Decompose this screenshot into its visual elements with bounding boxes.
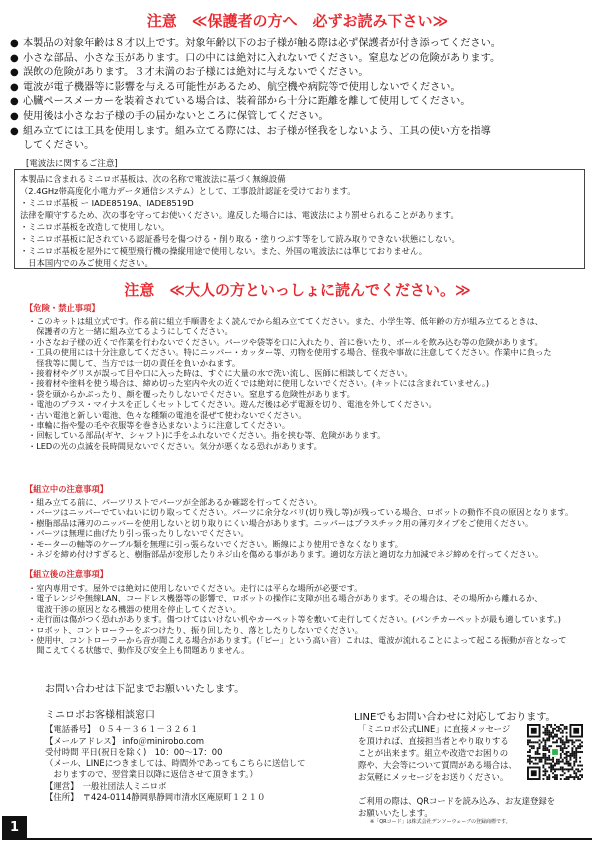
guardian-note	[10, 110, 590, 125]
line-description-line: お気軽にメッセージをお送りください。	[358, 772, 509, 782]
qr-trademark-note: ※「QRコード」は株式会社デンソーウェーブの登録商標です。	[370, 819, 511, 825]
guardian-note	[10, 81, 590, 96]
footer-bar	[2, 838, 592, 840]
closing-text: お問い合わせは下記までお願いいたします。	[45, 684, 245, 695]
usage-item: ・使用中、コントローラーから音が聞こえる場合があります。(「ピー」という高い音）これは、電波が流れることによって起こる振動が音となって	[28, 634, 567, 645]
guardian-note	[10, 125, 590, 140]
contact-line: 【メールアドレス】 info＠minirobo.com	[45, 735, 205, 746]
contact-line: おりますので、翌営業日以降に返信させて頂きます。）	[45, 769, 258, 780]
line-description-line: 「ミニロボ公式LINE」に直接メッセージ	[358, 724, 511, 734]
bullet-icon: ●	[10, 38, 19, 49]
contact-block	[45, 710, 335, 803]
radio-notice-line: ・ミニロボ基板 ー IADE8519A、IADE8519D	[20, 198, 194, 208]
usage-item: ・電子レンジや無線LAN、コードレス機器等の影響で、ロボットの操作に支障が出る場合があります。その場合は、その場所から離れるか、	[28, 593, 543, 604]
bullet-icon: ●	[10, 81, 19, 93]
danger-heading: 【危険・禁止事項】	[25, 303, 100, 313]
guardian-note-text: 誤飲の危険があります。３才未満のお子様には絶対に与えないでください。	[23, 67, 369, 79]
usage-heading: 【組立後の注意事項】	[25, 569, 108, 579]
line-heading: LINEでもお問い合わせに対応しております。	[354, 712, 556, 723]
contact-lines	[45, 724, 335, 803]
danger-item: 保護者の方と一緒に組み立てるようにしてください。	[28, 326, 233, 337]
assembly-item: ・パーツはニッパーでていねいに切り取ってください。パーツに余分なバリ(切り残し等)が残っている場合、ロボットの動作不良の原因となります。	[28, 507, 574, 518]
line-description-line	[358, 783, 528, 795]
contact-line: 【運営】 一般社団法人ミニロボ	[45, 780, 167, 791]
usage-item-list	[28, 583, 588, 656]
danger-item: ・接着材や塗料を使う場合は、締め切った室内や火の近くでは絶対に使用しないでください。(キットには含まれていません。)	[28, 378, 490, 389]
danger-item: ・電池のプラス・マイナスを正しくセットしてください。遊んだ後は必ず電源を切り、電池を外してください。	[28, 399, 437, 410]
danger-item: ・車輪に指や髪の毛や衣服等を巻き込まないように注意してください。	[28, 419, 291, 430]
usage-item: 聞こえてくる状態で、動作及び安全上も問題ありません。	[28, 645, 250, 656]
danger-item: ・LEDの光の点滅を長時間見ないでください。気分が悪くなる恐れがあります。	[28, 440, 322, 451]
usage-item: ・ロボット、コントローラーをぶつけたり、振り回したり、落としたりしないでください。	[28, 624, 363, 635]
danger-item: ・古い電池と新しい電池、色々な種類の電池を混ぜて使わないでください。	[28, 409, 307, 420]
page-number: 1	[2, 816, 27, 840]
usage-item: ・走行面は傷がつく恐れがあります。傷つけてはいけない机やカーペット等を敷いて走行してください。(パンチカーペットが最も適しています。)	[28, 614, 562, 625]
line-description-line: を頂ければ、直接担当者とやり取りする	[358, 736, 509, 746]
radio-notice-line: （2.4GHz帯高度化小電力データ通信システム）として、工事設計認証を受けております。	[20, 186, 356, 196]
contact-line: 【電話番号】 ０５４－３６１－３２６１	[45, 724, 199, 735]
radio-notice-line: ・ミニロボ基板に記されている認証番号を傷つける・削り取る・塗りつぶす等をして読み取りできない状態にしない。	[20, 234, 460, 244]
danger-item-list	[28, 316, 588, 451]
danger-item: ・袋を頭からかぶったり、顔を覆ったりしないでください。窒息する危険性があります。	[28, 388, 355, 399]
contact-line: 受付時間 平日(祝日を除く) 10：00～17：00	[45, 746, 223, 757]
guardian-note	[10, 95, 590, 110]
radio-notice-line: ・ミニロボ基板を屋外にて模型飛行機の操縦用途で使用しない。また、外国の電波法には準じておりません。	[20, 246, 428, 256]
bullet-icon: ●	[10, 96, 19, 108]
guardian-warning-title: 注意 ≪保護者の方へ 必ずお読み下さい≫	[146, 12, 449, 30]
assembly-item: ・ネジを締め付けすぎると、樹脂部品が変形したりネジ山を傷める事があります。適切な方法と適切な力加減でネジ締めを行ってください。	[28, 548, 544, 559]
bullet-icon: ●	[10, 125, 19, 137]
guardian-note-text: してください。	[23, 140, 95, 152]
guardian-note	[10, 37, 590, 52]
assembly-item-list	[28, 497, 588, 559]
contact-line: 【住所】 〒424-0114静岡県静岡市清水区庵原町１２１０	[45, 792, 266, 803]
danger-item: ・接着材やグリスが誤って目や口に入った時は、すぐに大量の水で洗い流し、医師に相談してください。	[28, 367, 413, 378]
guardian-note-text: 心臓ペースメーカーを装着されている場合は、装着部から十分に距離を離して使用してください。	[23, 96, 471, 108]
guardian-note-text: 本製品の対象年齢は８才以上です。対象年齢以下のお子様が触る際は必ず保護者が付き添ってください。	[23, 38, 501, 49]
radio-notice-line: 日本国内でのみご使用ください。	[20, 258, 153, 268]
assembly-item: ・組み立てる前に、パーツリストでパーツが全部あるか確認を行ってください。	[28, 497, 322, 507]
danger-item: ・このキットは組立式です。作る前に組立手順書をよく読んでから組み立ててください。また、小学生等、低年齢の方が組み立てるときは、	[28, 316, 543, 326]
line-description-line: 際や、大会等について質問がある場合は、	[358, 760, 517, 770]
radio-notice-line: 法律を順守するため、次の事を守ってお使いください。違反した場合には、電波法により罰せられることがあります。	[20, 210, 459, 220]
guardian-note-text: 電波が電子機器等に影響を与える可能性があるため、航空機や病院等で使用しないでください。	[23, 81, 461, 93]
line-description-line: ことが出来ます。組立や改造でお困りの	[358, 748, 509, 758]
assembly-item: ・パーツは無理に曲げたり引っ張ったりしないでください。	[28, 528, 249, 539]
radio-law-notice-box	[14, 169, 585, 269]
bullet-icon: ●	[10, 110, 19, 122]
line-description	[358, 723, 556, 819]
line-qr-code-icon[interactable]	[527, 724, 583, 780]
radio-notice-line: 本製品に含まれるミニロボ基板は、次の名称で電波法に基づく無線設備	[20, 174, 286, 184]
guardian-note-text: 組み立てには工具を使用します。組み立てる際には、お子様が怪我をしないよう、工具の使い方を指導	[23, 125, 491, 137]
danger-item: ・工具の使用には十分注意してください。特にニッパー・カッター等、刃物を使用する場合、怪我や事故に注意してください。作業中に負った	[28, 347, 552, 358]
usage-item: ・室内専用です。屋外では絶対に使用しないでください。走行には平らな場所が必要です。	[28, 583, 363, 593]
assembly-item: ・樹脂部品は薄刃のニッパーを使用しないと切り取りにくい場合があります。ニッパーはプラスチック用の薄刃タイプをご使用ください。	[28, 517, 534, 528]
contact-heading: ミニロボお客様相談窓口	[45, 710, 155, 721]
guardian-note	[10, 52, 590, 67]
line-description-line: お願いいたします。	[358, 808, 433, 818]
danger-item: ・小さなお子様の近くで作業を行わないでください。パーツや袋等を口に入れたり、首に巻いたり、ボールを飲み込む等の危険があります。	[28, 336, 543, 347]
guardian-warning-list	[10, 37, 590, 154]
guardian-note	[10, 66, 590, 81]
bullet-icon: ●	[10, 67, 19, 79]
guardian-note-text: 小さな部品、小さな玉があります。口の中には絶対に入れないでください。窒息などの危険があります。	[23, 52, 501, 64]
assembly-heading: 【組立中の注意事項】	[25, 484, 108, 494]
guardian-note-text: 使用後は小さなお子様の手の届かないところに保管してください。	[23, 110, 329, 122]
danger-item: ・回転している部品(ギヤ、シャフト)に手をふれないでください。指を挟む等、危険があります。	[28, 430, 386, 441]
radio-law-label: [電波法に関するご注意]	[26, 159, 118, 169]
contact-line: （メール、LINEにつきましては、時間外であってもこちらに送信して	[45, 758, 306, 769]
assembly-item: ・モーターの軸等のケーブル類を無理に引っ張らないでください。断線により使用できなくなります。	[28, 538, 403, 549]
bullet-icon: ●	[10, 52, 19, 64]
radio-notice-line: ・ミニロボ基板を改造して使用しない。	[20, 222, 170, 232]
usage-item: 電波干渉の原因となる機器の使用を停止してください。	[28, 603, 241, 614]
line-description-line: ご利用の際は、QRコードを読み込み、お友達登録を	[358, 796, 556, 806]
adult-warning-title: 注意 ≪大人の方といっしょに読んでください。≫	[124, 281, 471, 299]
danger-item: 怪我等に関して、当方では一切の責任を負いかねます。	[28, 357, 241, 368]
